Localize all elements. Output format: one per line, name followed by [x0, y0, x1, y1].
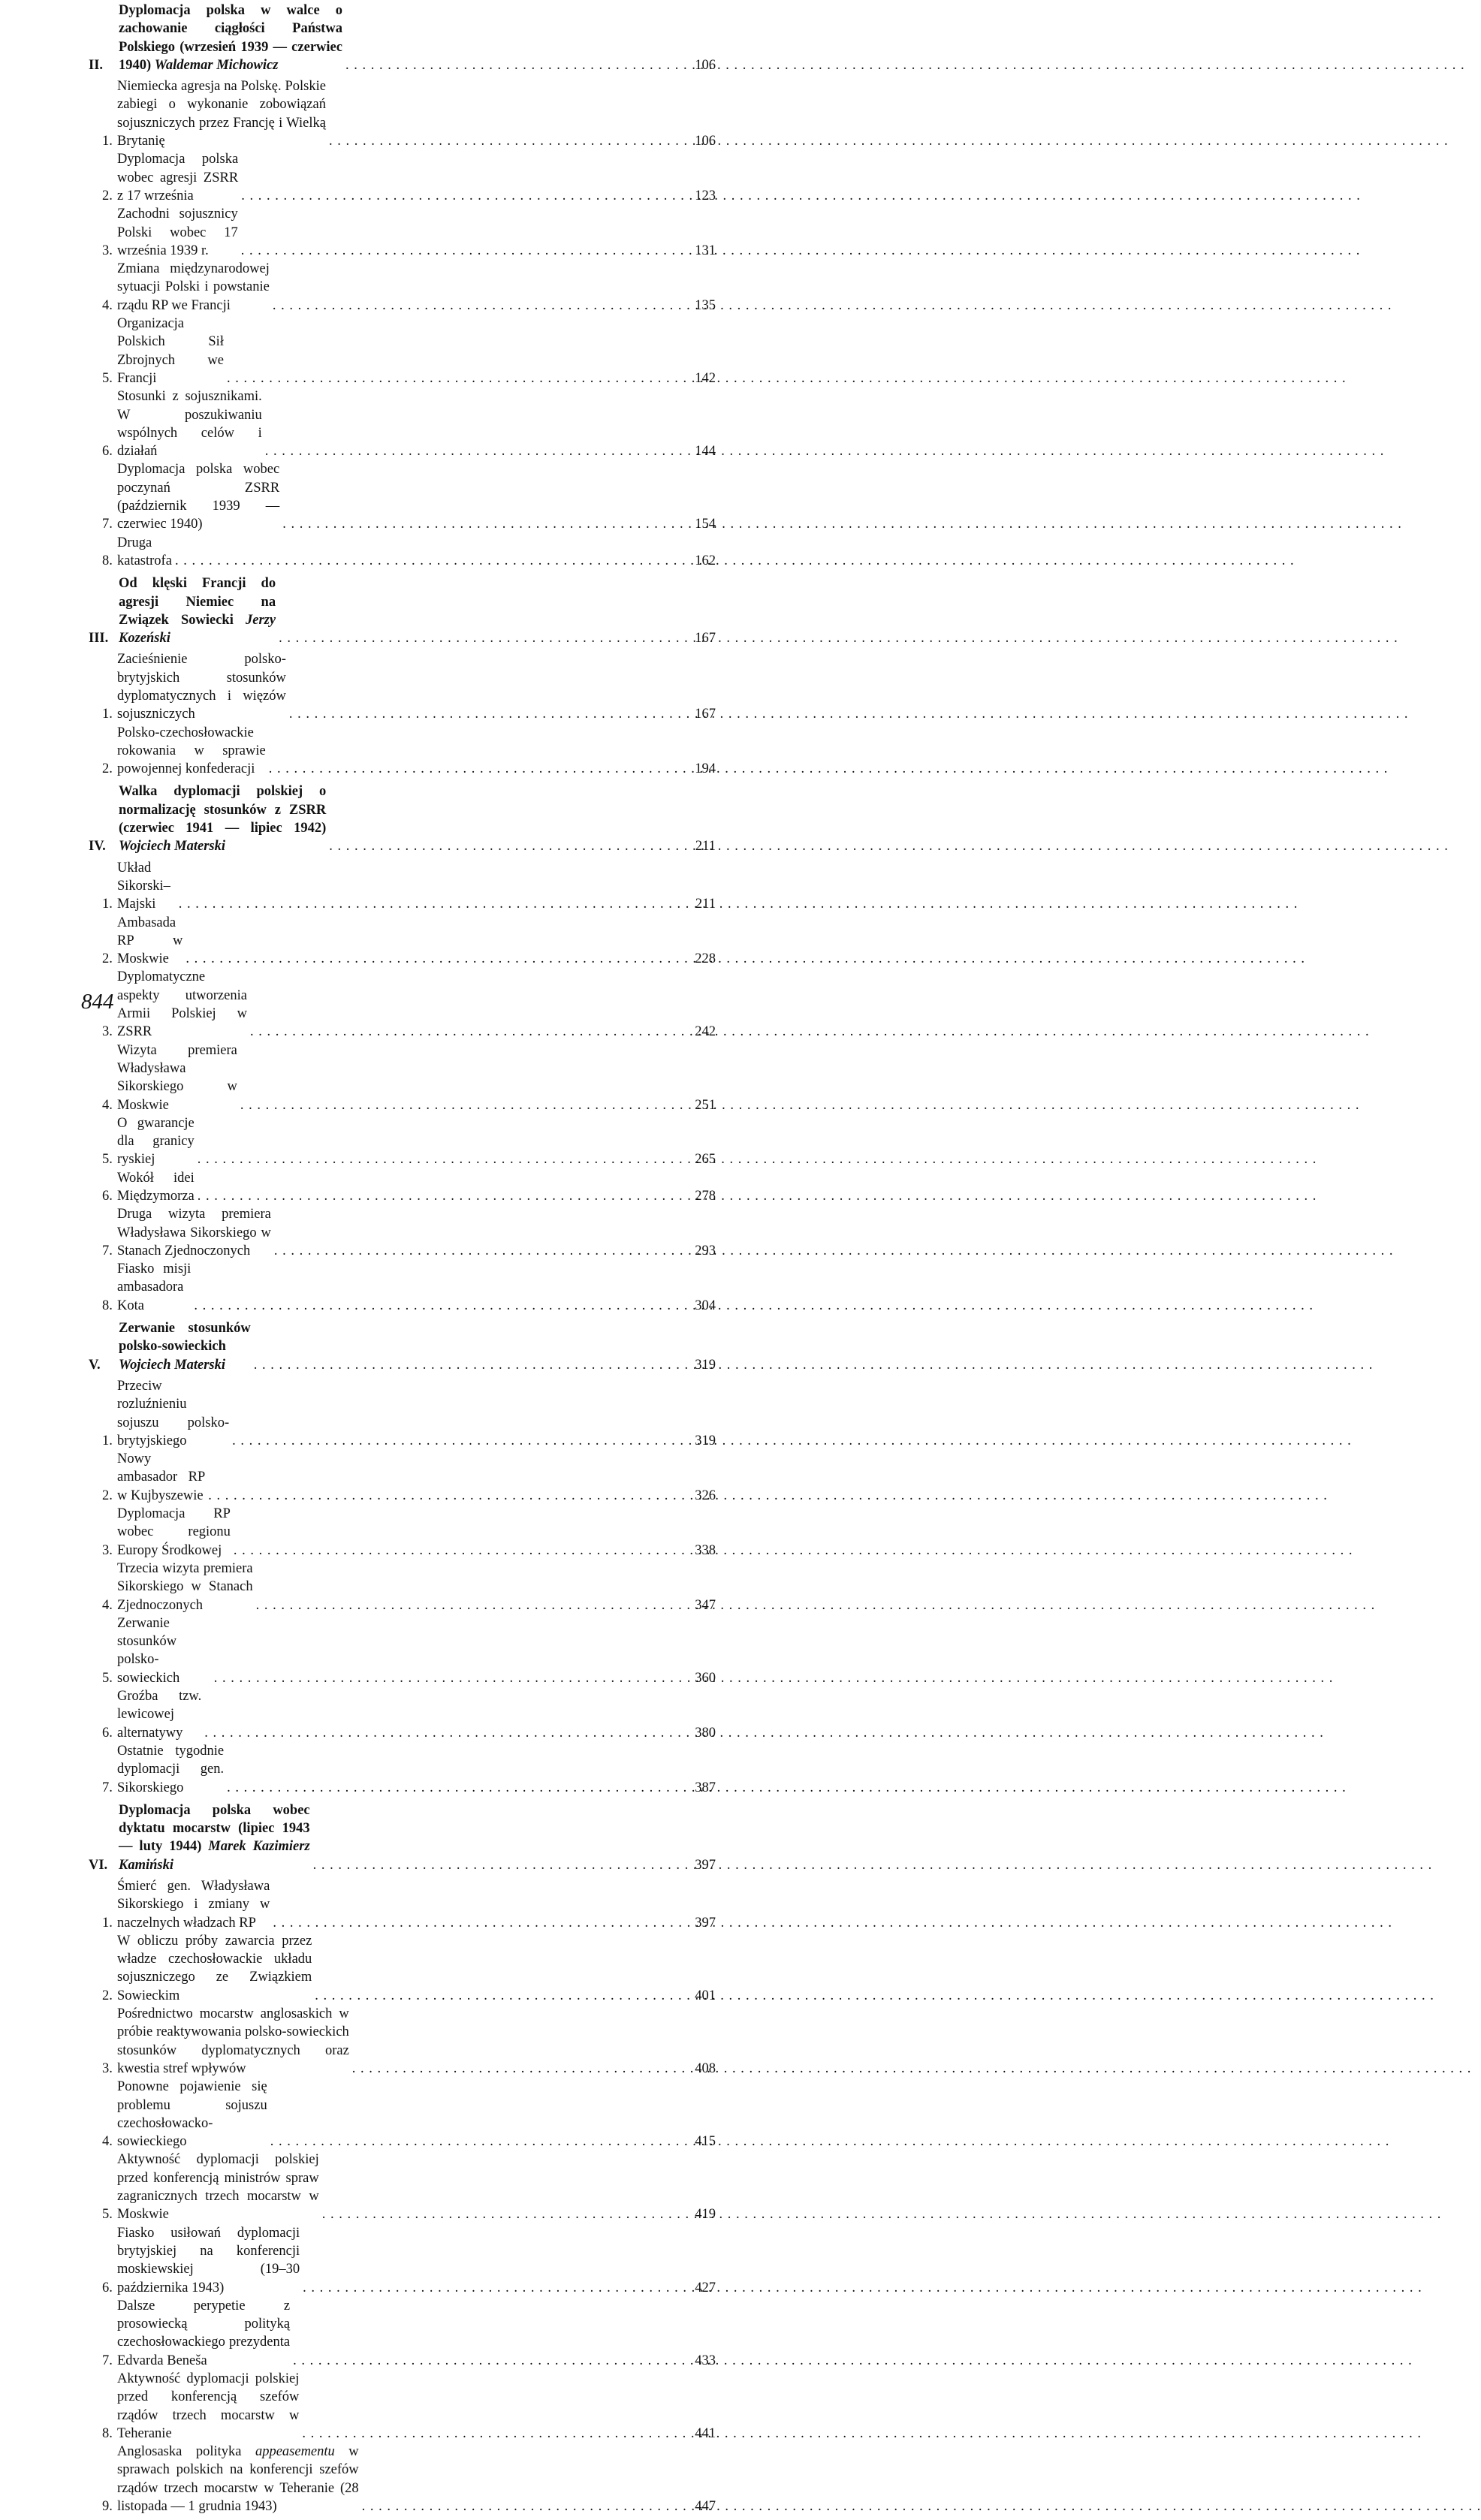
toc-entry: [89, 1877, 716, 1932]
entry-title: Fiasko usiłowań dyplomacji brytyjskiej na konferencji moskiewskiej (19–30 października 1943): [117, 2225, 300, 2295]
entry-number: 2.: [102, 951, 113, 967]
toc-entry: [89, 460, 716, 533]
dot-leader: [240, 1096, 684, 1114]
toc-entry: [89, 1505, 716, 1560]
entry-page: 123: [695, 188, 716, 203]
entry-page: 408: [695, 2060, 716, 2076]
entry-page: 441: [695, 2425, 716, 2441]
entry-page: 326: [695, 1488, 716, 1503]
toc-entry: [89, 914, 716, 969]
toc-entry: [89, 1377, 716, 1450]
dot-leader: [175, 552, 684, 570]
entry-title: Nowy ambasador RP w Kujbyszewie: [117, 1451, 206, 1503]
chapter-page: 106: [695, 57, 716, 73]
entry-title: Dyplomacja polska wobec poczynań ZSRR (październik 1939 — czerwiec 1940): [117, 462, 280, 532]
toc-entry: [89, 1450, 716, 1505]
entry-page: 360: [695, 1670, 716, 1686]
entry-number: 6.: [102, 444, 113, 460]
dot-leader: [329, 132, 684, 150]
entry-number: 3.: [102, 243, 113, 258]
toc-entry: [89, 1932, 716, 2005]
entry-page: 347: [695, 1597, 716, 1613]
entry-number: 2.: [102, 188, 113, 203]
dot-leader: [227, 1779, 684, 1797]
toc-entry: [89, 150, 716, 205]
entry-page: 142: [695, 370, 716, 386]
chapter-page: 319: [695, 1357, 716, 1373]
toc-entry: [89, 260, 716, 315]
dot-leader: [302, 2425, 684, 2443]
entry-page: 265: [695, 1152, 716, 1168]
chapter-title: Zerwanie stosunków polsko-sowieckich: [119, 1321, 251, 1355]
entry-title: Śmierć gen. Władysława Sikorskiego i zmiany w naczelnych władzach RP: [117, 1878, 270, 1931]
dot-leader: [273, 1914, 684, 1932]
entry-number: 5.: [102, 1670, 113, 1686]
dot-leader: [313, 1856, 684, 1874]
chapter-heading: [89, 2, 716, 74]
entry-title: Aktywność dyplomacji polskiej przed konferencją szefów rządów trzech mocarstw w Teheranie: [117, 2371, 300, 2441]
entry-page: 433: [695, 2353, 716, 2368]
dot-leader: [345, 56, 684, 74]
chapter-page: 211: [695, 839, 716, 855]
dot-leader: [241, 187, 684, 205]
entry-page: 278: [695, 1189, 716, 1204]
entry-number: 1.: [102, 897, 113, 912]
page-number: 844: [81, 990, 114, 1014]
toc-entry: [89, 1687, 716, 1742]
entry-number: 4.: [102, 1597, 113, 1613]
dot-leader: [254, 1356, 684, 1374]
entry-number: 8.: [102, 2425, 113, 2441]
entry-title: Przeciw rozluźnieniu sojuszu polsko-brytyjskiego: [117, 1378, 230, 1448]
entry-number: 5.: [102, 1152, 113, 1168]
chapter-number: III.: [89, 631, 109, 647]
table-of-contents: [89, 2, 716, 2520]
entry-page: 154: [695, 517, 716, 532]
entry-page: 427: [695, 2280, 716, 2295]
toc-entry: [89, 650, 716, 723]
entry-title: Ostatnie tygodnie dyplomacji gen. Sikorskiego: [117, 1743, 225, 1795]
chapter-author: Wojciech Materski: [119, 1357, 225, 1373]
entry-title: Niemiecka agresja na Polskę. Polskie zabiegi o wykonanie zobowiązań sojuszniczych przez Francję i Wielką Brytanię: [117, 79, 326, 149]
dot-leader: [198, 1150, 684, 1168]
dot-leader: [279, 629, 684, 647]
entry-page: 380: [695, 1725, 716, 1741]
entry-page: 106: [695, 134, 716, 149]
entry-title: Zmiana międzynarodowej sytuacji Polski i powstanie rządu RP we Francji: [117, 261, 270, 313]
entry-number: 7.: [102, 2353, 113, 2368]
toc-entry: [89, 2370, 716, 2443]
chapter-heading: [89, 782, 716, 855]
dot-leader: [270, 2133, 684, 2151]
entry-title: Wizyta premiera Władysława Sikorskiego w Moskwie: [117, 1042, 237, 1113]
entry-title: Stosunki z sojusznikami. W poszukiwaniu wspólnych celów i działań: [117, 389, 262, 460]
entry-page: 131: [695, 243, 716, 258]
dot-leader: [303, 2279, 684, 2297]
dot-leader: [241, 242, 684, 260]
entry-page: 293: [695, 1243, 716, 1258]
toc-entry: [89, 387, 716, 460]
chapter-author: Jerzy Kozeński: [119, 612, 276, 647]
entry-number: 2.: [102, 1988, 113, 2003]
entry-title: Trzecia wizyta premiera Sikorskiego w Stanach Zjednoczonych: [117, 1560, 253, 1613]
toc-entry: [89, 1114, 716, 1169]
entry-title: Polsko-czechosłowackie rokowania w sprawie powojennej konfederacji: [117, 725, 266, 777]
entry-page: 162: [695, 553, 716, 568]
entry-title: Groźba tzw. lewicowej alternatywy: [117, 1689, 202, 1741]
dot-leader: [352, 2060, 684, 2078]
entry-page: 397: [695, 1915, 716, 1931]
dot-leader: [234, 1542, 684, 1560]
dot-leader: [194, 1297, 684, 1315]
chapter-section: [89, 2, 716, 570]
entry-number: 6.: [102, 2280, 113, 2295]
toc-entry: [89, 1614, 716, 1687]
entry-title: O gwarancje dla granicy ryskiej: [117, 1115, 195, 1168]
dot-leader: [198, 1187, 684, 1205]
entry-number: 7.: [102, 1243, 113, 1258]
entry-number: 6.: [102, 1725, 113, 1741]
entry-page: 304: [695, 1298, 716, 1313]
toc-entry: [89, 2151, 716, 2223]
entry-number: 9.: [102, 2499, 113, 2515]
entry-number: 4.: [102, 297, 113, 313]
toc-entry: [89, 205, 716, 260]
toc-entry: [89, 968, 716, 1041]
entry-title: Zachodni sojusznicy Polski wobec 17 września 1939 r.: [117, 206, 238, 258]
dot-leader: [269, 760, 684, 778]
chapter-heading: [89, 1319, 716, 1374]
toc-entry: [89, 2078, 716, 2151]
toc-entry: [89, 2005, 716, 2078]
chapter-number: IV.: [89, 839, 106, 855]
dot-leader: [227, 369, 684, 387]
chapter-author: Wojciech Materski: [119, 839, 225, 855]
entry-page: 144: [695, 444, 716, 460]
entry-number: 4.: [102, 1097, 113, 1113]
chapter-page: 397: [695, 1857, 716, 1873]
chapter-number: V.: [89, 1357, 101, 1373]
entry-number: 1.: [102, 707, 113, 722]
dot-leader: [329, 837, 684, 855]
entry-number: 3.: [102, 1542, 113, 1558]
toc-entry: [89, 1260, 716, 1315]
toc-entry: [89, 2224, 716, 2297]
chapter-title: Walka dyplomacji polskiej o normalizację stosunków z ZSRR (czerwiec 1941 — lipiec 1942): [119, 784, 327, 836]
entry-page: 419: [695, 2207, 716, 2223]
chapter-heading: [89, 1801, 716, 1874]
chapter-number: VI.: [89, 1857, 108, 1873]
entry-page: 211: [695, 897, 716, 912]
chapter-author: Marek Kazimierz Kamiński: [119, 1839, 310, 1873]
entry-page: 338: [695, 1542, 716, 1558]
dot-leader: [214, 1669, 684, 1687]
entry-title: Druga katastrofa: [117, 535, 172, 568]
toc-entry: [89, 1169, 716, 1206]
dot-leader: [315, 1987, 684, 2005]
toc-entry: [89, 859, 716, 914]
dot-leader: [362, 2497, 684, 2515]
toc-entry: [89, 724, 716, 779]
entry-number: 1.: [102, 1433, 113, 1448]
entry-title: Ponowne pojawienie się problemu sojuszu czechosłowacko-sowieckiego: [117, 2079, 267, 2150]
chapter-author: Waldemar Michowicz: [154, 57, 279, 73]
entry-number: 7.: [102, 517, 113, 532]
dot-leader: [232, 1432, 684, 1450]
chapter-section: [89, 1319, 716, 1797]
entry-page: 194: [695, 761, 716, 777]
entry-number: 8.: [102, 1298, 113, 1313]
entry-page: 401: [695, 1988, 716, 2003]
entry-number: 4.: [102, 2134, 113, 2150]
entry-title: Zacieśnienie polsko-brytyjskich stosunków dyplomatycznych i więzów sojuszniczych: [117, 652, 286, 722]
entry-number: 2.: [102, 1488, 113, 1503]
chapter-number: II.: [89, 57, 104, 73]
chapter-section: [89, 782, 716, 1315]
chapter-section: [89, 574, 716, 778]
dot-leader: [186, 950, 684, 968]
entry-title: Pośrednictwo mocarstw anglosaskich w próbie reaktywowania polsko-sowieckich stosunków dyplomatycznych oraz kwestia stref wpływów: [117, 2006, 349, 2076]
toc-entry: [89, 534, 716, 571]
entry-title: Anglosaska polityka appeasementu w sprawach polskich na konferencji szefów rządów trzech mocarstw w Teheranie (28 listopada — 1 grudnia 1943): [117, 2444, 359, 2515]
entry-title: Wokół idei Międzymorza: [117, 1170, 195, 1204]
entry-number: 3.: [102, 1024, 113, 1040]
entry-title: Dalsze perypetie z prosowiecką polityką czechosłowackiego prezydenta Edvarda Beneša: [117, 2298, 291, 2368]
entry-number: 5.: [102, 2207, 113, 2223]
chapter-section: [89, 1801, 716, 2516]
entry-number: 7.: [102, 1780, 113, 1795]
entry-number: 5.: [102, 370, 113, 386]
toc-entry: [89, 315, 716, 387]
dot-leader: [179, 895, 684, 913]
dot-leader: [273, 297, 684, 315]
entry-number: 6.: [102, 1189, 113, 1204]
toc-entry: [89, 1205, 716, 1260]
entry-title: Zerwanie stosunków polsko-sowieckich: [117, 1615, 180, 1686]
entry-page: 415: [695, 2134, 716, 2150]
chapter-title: Dyplomacja polska w walce o zachowanie ciągłości Państwa Polskiego (wrzesień 1939 — czerwiec 1940): [119, 3, 342, 73]
chapter-title: Od klęski Francji do agresji Niemiec na Związek Sowiecki: [119, 576, 276, 628]
toc-entry: [89, 1742, 716, 1797]
dot-leader: [282, 515, 684, 533]
entry-number: 1.: [102, 1915, 113, 1931]
entry-title: Aktywność dyplomacji polskiej przed konferencją ministrów spraw zagranicznych trzech mocarstw w Moskwie: [117, 2152, 319, 2223]
chapter-title: Dyplomacja polska wobec dyktatu mocarstw (lipiec 1943 — luty 1944): [119, 1802, 310, 1855]
dot-leader: [256, 1596, 684, 1614]
entry-page: 387: [695, 1780, 716, 1795]
entry-title: Ambasada RP w Moskwie: [117, 915, 183, 967]
chapter-heading: [89, 574, 716, 647]
entry-page: 447: [695, 2499, 716, 2515]
dot-leader: [322, 2205, 684, 2223]
entry-page: 167: [695, 707, 716, 722]
entry-number: 8.: [102, 553, 113, 568]
toc-entry: [89, 2297, 716, 2370]
entry-title: Druga wizyta premiera Władysława Sikorskiego w Stanach Zjednoczonych: [117, 1207, 271, 1258]
dot-leader: [265, 442, 684, 460]
dot-leader: [289, 705, 684, 723]
dot-leader: [250, 1023, 684, 1041]
dot-leader: [274, 1242, 684, 1260]
entry-number: 2.: [102, 761, 113, 777]
entry-number: 1.: [102, 134, 113, 149]
toc-entry: [89, 2443, 716, 2515]
entry-title: W obliczu próby zawarcia przez władze czechosłowackie układu sojuszniczego ze Związkiem Sowieckim: [117, 1933, 312, 2003]
toc-entry: [89, 1560, 716, 1614]
entry-page: 135: [695, 297, 716, 313]
entry-title: Fiasko misji ambasadora Kota: [117, 1262, 192, 1313]
toc-entry: [89, 1041, 716, 1114]
entry-title: Dyplomacja RP wobec regionu Europy Środkowej: [117, 1506, 231, 1558]
toc-entry: [89, 77, 716, 150]
entry-page: 242: [695, 1024, 716, 1040]
entry-page: 251: [695, 1097, 716, 1113]
dot-leader: [204, 1724, 684, 1742]
dot-leader: [208, 1487, 684, 1505]
chapter-page: 167: [695, 631, 716, 647]
entry-title: Dyplomatyczne aspekty utworzenia Armii Polskiej w ZSRR: [117, 969, 247, 1040]
dot-leader: [293, 2352, 684, 2370]
entry-title: Organizacja Polskich Sił Zbrojnych we Francji: [117, 316, 224, 386]
entry-number: 3.: [102, 2060, 113, 2076]
entry-page: 228: [695, 951, 716, 967]
entry-page: 319: [695, 1433, 716, 1448]
entry-title: Układ Sikorski–Majski: [117, 860, 170, 912]
entry-title: Dyplomacja polska wobec agresji ZSRR z 17 września: [117, 152, 239, 203]
